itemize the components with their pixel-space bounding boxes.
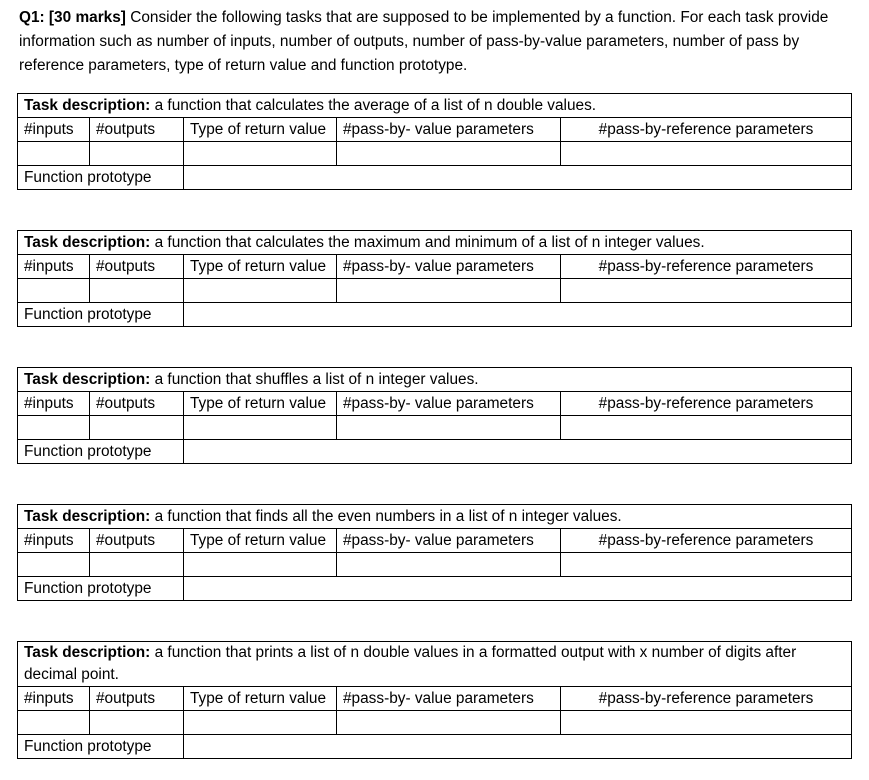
task-description — [18, 505, 852, 529]
header-by-value: #pass-by- value parameters — [337, 687, 561, 711]
answer-by-reference[interactable] — [561, 553, 852, 577]
header-by-reference: #pass-by-reference parameters — [561, 118, 852, 142]
task-table-1 — [17, 93, 852, 190]
answer-prototype[interactable] — [184, 735, 852, 759]
header-return-type: Type of return value — [184, 118, 337, 142]
header-by-reference: #pass-by-reference parameters — [561, 687, 852, 711]
task-description-label: Task description: — [24, 233, 151, 251]
header-by-value: #pass-by- value parameters — [337, 118, 561, 142]
prototype-label: Function prototype — [18, 440, 184, 464]
header-by-value: #pass-by- value parameters — [337, 392, 561, 416]
task-description-label: Task description: — [24, 96, 151, 114]
answer-inputs[interactable] — [18, 416, 90, 440]
header-outputs: #outputs — [90, 255, 184, 279]
header-return-type: Type of return value — [184, 529, 337, 553]
answer-outputs[interactable] — [90, 416, 184, 440]
prototype-label: Function prototype — [18, 166, 184, 190]
task-description-text: a function that prints a list of n double values in a formatted output with x number of digits after decimal point. — [24, 644, 797, 683]
header-by-value: #pass-by- value parameters — [337, 529, 561, 553]
answer-return-type[interactable] — [184, 553, 337, 577]
task-description-text: a function that calculates the maximum and minimum of a list of n integer values. — [154, 233, 705, 251]
task-description-label: Task description: — [24, 507, 151, 525]
answer-prototype[interactable] — [184, 577, 852, 601]
question-label: Q1: [30 marks] — [19, 9, 126, 26]
answer-inputs[interactable] — [18, 711, 90, 735]
header-inputs: #inputs — [18, 392, 90, 416]
task-description — [18, 94, 852, 118]
answer-return-type[interactable] — [184, 142, 337, 166]
header-inputs: #inputs — [18, 118, 90, 142]
task-description-text: a function that finds all the even numbers in a list of n integer values. — [154, 507, 622, 525]
answer-return-type[interactable] — [184, 279, 337, 303]
answer-outputs[interactable] — [90, 711, 184, 735]
answer-by-reference[interactable] — [561, 142, 852, 166]
answer-outputs[interactable] — [90, 279, 184, 303]
answer-return-type[interactable] — [184, 416, 337, 440]
header-by-value: #pass-by- value parameters — [337, 255, 561, 279]
task-description-text: a function that calculates the average of a list of n double values. — [154, 96, 597, 114]
answer-outputs[interactable] — [90, 553, 184, 577]
question-text: Consider the following tasks that are supposed to be implemented by a function. For each task provide information such as number of inputs, number of outputs, number of pass-by-value parameters, number of pass by reference parameters, type of return value and function prototype. — [19, 9, 829, 74]
answer-by-value[interactable] — [337, 142, 561, 166]
task-description — [18, 368, 852, 392]
header-inputs: #inputs — [18, 687, 90, 711]
answer-by-reference[interactable] — [561, 711, 852, 735]
answer-return-type[interactable] — [184, 711, 337, 735]
answer-inputs[interactable] — [18, 553, 90, 577]
answer-inputs[interactable] — [18, 279, 90, 303]
header-outputs: #outputs — [90, 392, 184, 416]
prototype-label: Function prototype — [18, 577, 184, 601]
header-outputs: #outputs — [90, 118, 184, 142]
task-description-label: Task description: — [24, 644, 151, 661]
answer-prototype[interactable] — [184, 303, 852, 327]
task-description — [18, 231, 852, 255]
answer-by-value[interactable] — [337, 553, 561, 577]
header-inputs: #inputs — [18, 255, 90, 279]
header-return-type: Type of return value — [184, 392, 337, 416]
task-description — [18, 642, 852, 687]
answer-prototype[interactable] — [184, 440, 852, 464]
task-table-4 — [17, 504, 852, 601]
answer-by-reference[interactable] — [561, 279, 852, 303]
task-table-3 — [17, 367, 852, 464]
answer-by-value[interactable] — [337, 711, 561, 735]
task-table-2 — [17, 230, 852, 327]
header-by-reference: #pass-by-reference parameters — [561, 392, 852, 416]
answer-outputs[interactable] — [90, 142, 184, 166]
prototype-label: Function prototype — [18, 303, 184, 327]
header-by-reference: #pass-by-reference parameters — [561, 529, 852, 553]
answer-prototype[interactable] — [184, 166, 852, 190]
header-inputs: #inputs — [18, 529, 90, 553]
header-outputs: #outputs — [90, 687, 184, 711]
task-table-5 — [17, 641, 852, 759]
header-outputs: #outputs — [90, 529, 184, 553]
answer-inputs[interactable] — [18, 142, 90, 166]
task-description-text: a function that shuffles a list of n integer values. — [154, 370, 479, 388]
answer-by-reference[interactable] — [561, 416, 852, 440]
header-return-type: Type of return value — [184, 687, 337, 711]
header-by-reference: #pass-by-reference parameters — [561, 255, 852, 279]
task-description-label: Task description: — [24, 370, 151, 388]
answer-by-value[interactable] — [337, 279, 561, 303]
answer-by-value[interactable] — [337, 416, 561, 440]
question-intro — [19, 6, 859, 78]
header-return-type: Type of return value — [184, 255, 337, 279]
prototype-label: Function prototype — [18, 735, 184, 759]
